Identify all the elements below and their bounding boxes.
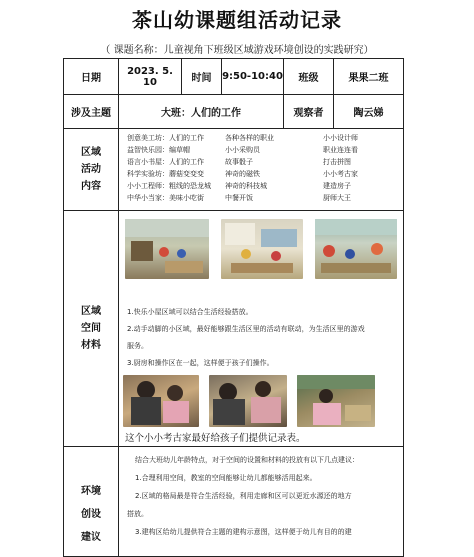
time-label: 时间 (182, 59, 222, 95)
activity-item: 职业连连看 (323, 146, 358, 154)
activity-item: 中餐开饭 (225, 194, 253, 202)
space-content (119, 211, 404, 447)
env-paragraph: 3.建构区给幼儿提供符合主题的建构示意图，这样便于幼儿有目的的建 (135, 528, 352, 536)
activity-item: 小小采购员 (225, 146, 260, 154)
activity-record-table (63, 58, 404, 557)
env-label (64, 447, 119, 557)
env-paragraph: 结合大班幼儿年龄特点，对于空间的设置和材料的投放有以下几点建议： (135, 456, 359, 464)
activity-item: 小小设计师 (323, 134, 358, 142)
env-label-line: 建议 (81, 532, 101, 543)
class-value: 果果二班 (334, 59, 404, 95)
activity-item: 神奇的磁铁 (225, 170, 260, 178)
activity-item: 建造房子 (323, 182, 351, 190)
topic-value: 大班：人们的工作 (119, 95, 284, 129)
space-label-line: 空间 (81, 323, 101, 334)
activity-item: 中华小当家：美味小吃街 (127, 194, 204, 202)
space-note: 2.动手动脚的小区域，最好能够跟生活区里的活动有联动，为生活区里的游戏 (127, 325, 365, 333)
row-environment-suggestions (64, 447, 404, 557)
activity-item: 语言小书屋：人们的工作 (127, 158, 204, 166)
project-subtitle: （ 课题名称：儿童视角下班级区域游戏环境创设的实践研究） (100, 45, 374, 56)
activity-item: 小小工程师：粗线的恐龙城 (127, 182, 211, 190)
activity-item: 打击拼图 (323, 158, 351, 166)
activity-item: 益智快乐园：编草帽 (127, 146, 190, 154)
env-paragraph: 2.区域的格局最是符合生活经验，利用走廊和区可以更近水源还的地方 (135, 492, 352, 500)
activity-label-line: 内容 (81, 181, 101, 192)
children-photo (123, 375, 199, 427)
row-topic-observer (64, 95, 404, 129)
observer-label: 观察者 (284, 95, 334, 129)
children-photo (297, 375, 375, 427)
env-label-line: 环境 (81, 486, 101, 497)
activity-grid (119, 129, 403, 206)
activity-item: 科学实验坊：蘑菇变变变 (127, 170, 204, 178)
space-label-line: 材料 (81, 340, 101, 351)
activity-item: 创意美工坊：人们的工作 (127, 134, 204, 142)
time-value: 9:50-10:40 (222, 59, 284, 95)
activity-item: 各种各样的职业 (225, 134, 274, 142)
observer-value: 陶云娣 (334, 95, 404, 129)
page-title: 茶山幼课题组活动记录 (132, 8, 342, 32)
topic-label: 涉及主题 (64, 95, 119, 129)
env-paragraph: 1.合理利用空间，教室的空间能够让幼儿都能够活用起来。 (135, 474, 317, 482)
children-photo (209, 375, 287, 427)
classroom-photo (315, 219, 397, 279)
activity-label-line: 区域 (81, 147, 101, 158)
row-activity-content (64, 129, 404, 211)
env-label-line: 创设 (81, 509, 101, 520)
activity-content (119, 129, 404, 211)
space-note: 1.快乐小屋区域可以结合生活经验搭放。 (127, 308, 253, 316)
children-photo-row (119, 375, 403, 427)
activity-item: 厨师大王 (323, 194, 351, 202)
activity-item: 神奇的科技城 (225, 182, 267, 190)
activity-label-line: 活动 (81, 164, 101, 175)
env-paragraph: 搭放。 (127, 510, 148, 518)
space-label-line: 区域 (81, 306, 101, 317)
space-note: 服务。 (127, 342, 148, 350)
row-space-materials (64, 211, 404, 447)
classroom-photo (221, 219, 303, 279)
date-value: 2023. 5. 10 (119, 59, 182, 95)
space-note: 3.厨房和操作区在一起，这样便于孩子们操作。 (127, 359, 274, 367)
env-content (119, 447, 404, 557)
activity-item: 故事骰子 (225, 158, 253, 166)
space-label (64, 211, 119, 447)
materials-caption: 这个小小考古家最好给孩子们提供记录表。 (125, 433, 306, 444)
activity-label (64, 129, 119, 211)
classroom-photo-row (119, 219, 403, 279)
class-label: 班级 (284, 59, 334, 95)
row-date-time-class (64, 59, 404, 95)
classroom-photo (125, 219, 209, 279)
date-label: 日期 (64, 59, 119, 95)
activity-item: 小小考古家 (323, 170, 358, 178)
